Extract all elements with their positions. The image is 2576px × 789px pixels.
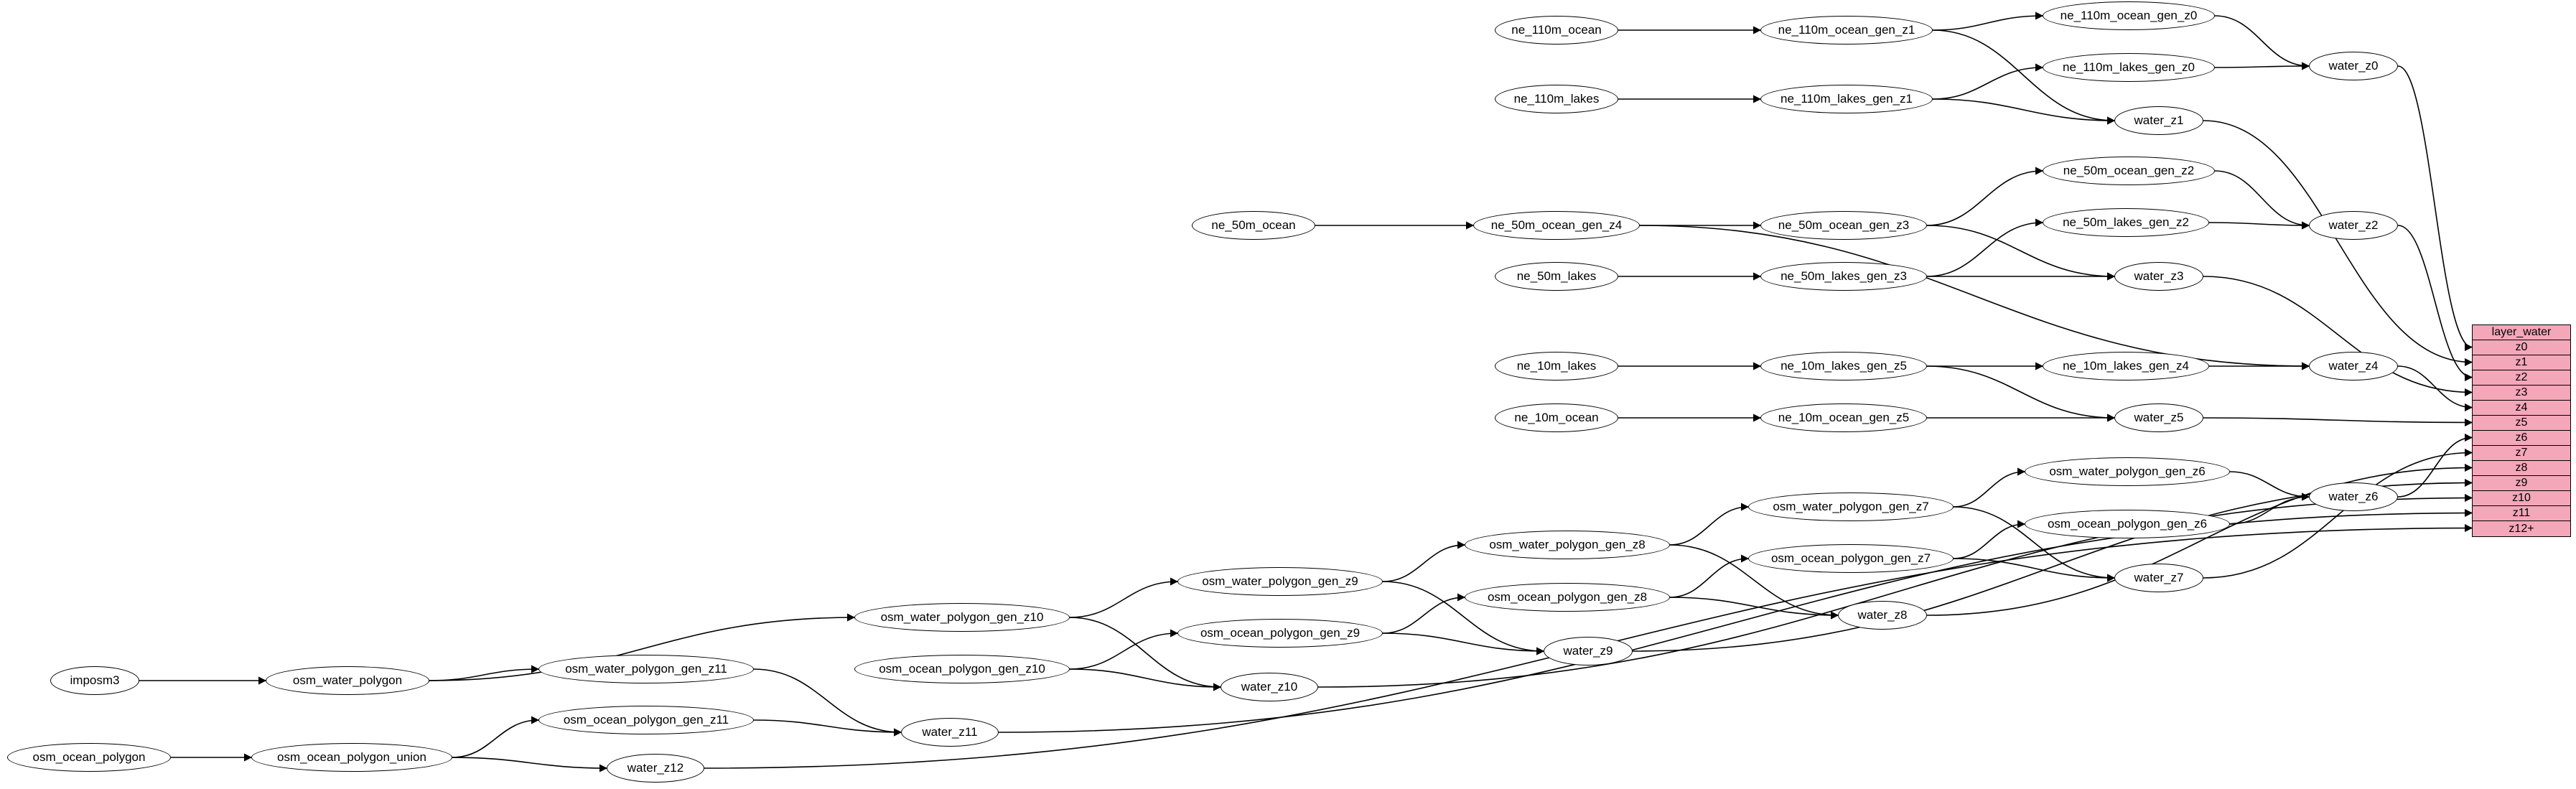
graph-node-label: osm_ocean_polygon_union — [277, 750, 426, 764]
graph-node-ne_50m_lakes — [1495, 262, 1618, 291]
layer-water-table — [2472, 325, 2571, 537]
graph-node-label: ne_50m_ocean — [1211, 218, 1296, 232]
graph-node-ne_110m_lakes_gen_z0 — [2043, 53, 2215, 82]
graph-node-label: ne_110m_lakes_gen_z0 — [2063, 60, 2195, 74]
layer-water-row-z3: z3 — [2473, 386, 2570, 401]
graph-node-label: osm_water_polygon_gen_z11 — [565, 662, 727, 676]
graph-node-ne_50m_lakes_gen_z2 — [2043, 208, 2209, 237]
layer-water-row-z0: z0 — [2473, 340, 2570, 355]
graph-node-label: osm_water_polygon_gen_z8 — [1489, 538, 1646, 551]
graph-edge-water_z0-to-layer_water_z0 — [2398, 66, 2472, 347]
graph-node-ne_50m_ocean — [1192, 211, 1315, 240]
graph-node-osm_ocean_polygon_gen_z11 — [538, 706, 754, 734]
graph-node-ne_10m_lakes — [1495, 352, 1618, 381]
graph-node-label: osm_ocean_polygon — [32, 750, 146, 764]
graph-node-label: water_z7 — [2134, 571, 2184, 584]
graph-node-osm_ocean_polygon — [7, 743, 171, 772]
graph-node-label: osm_ocean_polygon_gen_z11 — [563, 713, 729, 727]
graph-edge-osm_ocean_polygon_gen_z9-to-osm_ocean_polygon_gen_z8 — [1383, 597, 1465, 633]
graph-node-ne_110m_lakes_gen_z1 — [1760, 85, 1933, 113]
graph-node-ne_110m_ocean — [1495, 16, 1618, 45]
graph-edge-ne_110m_ocean_gen_z0-to-water_z0 — [2215, 16, 2309, 66]
graph-edge-water_z5-to-layer_water_z5 — [2203, 418, 2472, 423]
graph-node-osm_water_polygon_gen_z9 — [1177, 567, 1383, 596]
graph-node-water_z10 — [1221, 673, 1318, 701]
graph-node-water_z0 — [2309, 52, 2398, 80]
graph-node-imposm3 — [50, 666, 139, 695]
graph-edge-water_z4-to-layer_water_z4 — [2398, 366, 2472, 408]
graph-node-ne_10m_lakes_gen_z5 — [1760, 352, 1927, 381]
graph-node-label: osm_water_polygon_gen_z6 — [2049, 464, 2206, 478]
graph-node-label: ne_110m_ocean — [1511, 23, 1602, 37]
graph-node-label: water_z11 — [922, 725, 978, 739]
graph-node-water_z11 — [901, 718, 999, 747]
graph-edge-ne_50m_ocean_gen_z4-to-water_z4 — [1640, 225, 2309, 366]
layer-water-row-z12+: z12+ — [2473, 521, 2570, 536]
graph-node-water_z9 — [1544, 637, 1633, 666]
graph-node-water_z5 — [2114, 403, 2203, 432]
graph-edge-osm_ocean_polygon_gen_z7-to-osm_ocean_polygon_gen_z6 — [1954, 524, 2025, 559]
graph-node-ne_10m_ocean — [1495, 403, 1618, 432]
graph-node-label: ne_10m_ocean_gen_z5 — [1778, 411, 1910, 424]
graph-node-label: water_z12 — [627, 761, 684, 775]
graph-node-label: ne_110m_lakes_gen_z1 — [1781, 92, 1913, 106]
graph-node-label: osm_water_polygon_gen_z9 — [1202, 574, 1358, 588]
graph-node-ne_50m_ocean_gen_z3 — [1760, 211, 1927, 240]
layer-water-row-z4: z4 — [2473, 401, 2570, 416]
graph-node-ne_10m_ocean_gen_z5 — [1760, 403, 1927, 432]
graph-node-osm_ocean_polygon_gen_z7 — [1748, 544, 1954, 573]
graph-node-label: osm_water_polygon_gen_z7 — [1773, 500, 1929, 513]
graph-node-water_z3 — [2114, 262, 2203, 291]
layer-water-row-z10: z10 — [2473, 491, 2570, 506]
graph-node-water_z8 — [1838, 601, 1927, 630]
layer-water-row-z6: z6 — [2473, 431, 2570, 446]
layer-water-row-z2: z2 — [2473, 370, 2570, 386]
graph-edge-ne_110m_lakes_gen_z0-to-water_z0 — [2215, 66, 2309, 67]
graph-edge-osm_ocean_polygon_gen_z8-to-osm_ocean_polygon_gen_z7 — [1670, 559, 1748, 597]
graph-node-water_z1 — [2114, 106, 2203, 135]
layer-water-row-z1: z1 — [2473, 355, 2570, 370]
graph-edge-osm_water_polygon_gen_z7-to-osm_water_polygon_gen_z6 — [1954, 472, 2025, 507]
graph-node-osm_ocean_polygon_gen_z9 — [1177, 619, 1383, 648]
graph-node-osm_ocean_polygon_union — [251, 743, 452, 772]
graph-edge-ne_50m_lakes_gen_z3-to-ne_50m_lakes_gen_z2 — [1927, 223, 2043, 276]
layer-water-row-z8: z8 — [2473, 461, 2570, 476]
graph-edge-ne_110m_ocean_gen_z1-to-ne_110m_ocean_gen_z0 — [1933, 16, 2043, 30]
graph-edge-osm_water_polygon_gen_z9-to-osm_water_polygon_gen_z8 — [1383, 545, 1465, 582]
graph-node-label: ne_50m_ocean_gen_z3 — [1778, 218, 1910, 232]
graph-edge-osm_ocean_polygon_gen_z10-to-osm_ocean_polygon_gen_z9 — [1070, 633, 1177, 669]
graph-edge-water_z1-to-layer_water_z1 — [2203, 121, 2472, 363]
graph-node-water_z6 — [2309, 482, 2398, 511]
graph-node-ne_110m_ocean_gen_z0 — [2043, 1, 2215, 30]
graph-edge-ne_110m_lakes_gen_z1-to-ne_110m_lakes_gen_z0 — [1933, 67, 2043, 99]
layer-water-row-z11: z11 — [2473, 506, 2570, 521]
graph-node-label: water_z2 — [2328, 218, 2379, 232]
graph-node-label: water_z4 — [2328, 359, 2379, 373]
graph-node-label: imposm3 — [70, 673, 120, 687]
graph-edge-water_z6-to-layer_water_z6 — [2398, 438, 2472, 498]
graph-node-label: ne_50m_ocean_gen_z2 — [2063, 164, 2195, 177]
graph-node-label: ne_50m_lakes_gen_z2 — [2063, 215, 2189, 229]
graph-node-water_z2 — [2309, 211, 2398, 240]
layer-water-table-header: layer_water — [2473, 325, 2570, 340]
graph-node-osm_water_polygon_gen_z11 — [538, 655, 754, 683]
graph-edge-ne_50m_ocean_gen_z3-to-ne_50m_ocean_gen_z2 — [1927, 171, 2043, 225]
graph-node-label: ne_50m_lakes — [1516, 269, 1597, 283]
graph-node-osm_water_polygon_gen_z6 — [2025, 457, 2230, 486]
layer-water-row-z5: z5 — [2473, 416, 2570, 431]
graph-node-label: water_z0 — [2328, 59, 2379, 73]
graph-node-label: osm_ocean_polygon_gen_z9 — [1200, 626, 1361, 640]
graph-node-label: water_z5 — [2134, 411, 2184, 424]
graph-node-label: water_z1 — [2134, 113, 2184, 127]
graph-node-osm_water_polygon_gen_z7 — [1748, 492, 1954, 521]
graph-node-water_z7 — [2114, 564, 2203, 592]
graph-node-label: ne_50m_lakes_gen_z3 — [1781, 269, 1907, 283]
graph-node-label: water_z8 — [1857, 608, 1908, 622]
graph-node-water_z4 — [2309, 352, 2398, 381]
graph-node-label: ne_10m_lakes_gen_z5 — [1781, 359, 1907, 373]
graph-node-label: ne_50m_ocean_gen_z4 — [1490, 218, 1623, 232]
graph-node-label: water_z6 — [2328, 490, 2379, 503]
graph-node-label: osm_water_polygon_gen_z10 — [880, 610, 1044, 624]
graph-node-label: ne_10m_lakes — [1516, 359, 1597, 373]
graph-node-ne_110m_ocean_gen_z1 — [1760, 16, 1933, 45]
graph-node-label: osm_water_polygon — [292, 673, 403, 687]
graph-node-label: water_z9 — [1563, 644, 1613, 658]
graph-edge-osm_ocean_polygon_union-to-water_z12 — [452, 757, 607, 768]
graph-node-label: water_z3 — [2134, 269, 2184, 283]
graph-edge-water_z2-to-layer_water_z2 — [2398, 225, 2472, 378]
graph-node-label: osm_ocean_polygon_gen_z10 — [879, 662, 1045, 676]
graph-edge-osm_water_polygon_gen_z8-to-osm_water_polygon_gen_z7 — [1670, 507, 1748, 545]
layer-water-row-z7: z7 — [2473, 446, 2570, 461]
graph-node-label: osm_ocean_polygon_gen_z6 — [2047, 517, 2208, 531]
graph-edge-osm_water_polygon_gen_z11-to-water_z11 — [754, 669, 901, 732]
graph-node-label: ne_10m_ocean — [1514, 411, 1599, 424]
graph-node-osm_ocean_polygon_gen_z10 — [854, 655, 1070, 683]
graph-node-osm_water_polygon_gen_z8 — [1465, 531, 1670, 559]
layer-water-row-z9: z9 — [2473, 476, 2570, 491]
graph-edge-osm_water_polygon_gen_z10-to-osm_water_polygon_gen_z9 — [1070, 582, 1177, 617]
graph-node-label: osm_ocean_polygon_gen_z8 — [1487, 590, 1648, 604]
graph-node-water_z12 — [607, 754, 704, 783]
graph-node-label: ne_10m_lakes_gen_z4 — [2063, 359, 2189, 373]
graph-edge-ne_50m_ocean_gen_z2-to-water_z2 — [2215, 171, 2309, 225]
graph-node-osm_water_polygon — [266, 666, 429, 695]
graph-node-label: osm_ocean_polygon_gen_z7 — [1770, 551, 1931, 565]
graph-node-ne_50m_ocean_gen_z2 — [2043, 157, 2215, 185]
graph-node-ne_50m_lakes_gen_z3 — [1760, 262, 1927, 291]
graph-node-label: water_z10 — [1241, 680, 1298, 694]
graph-node-osm_ocean_polygon_gen_z8 — [1465, 583, 1670, 612]
graph-node-label: ne_110m_ocean_gen_z1 — [1778, 23, 1915, 37]
graph-node-ne_10m_lakes_gen_z4 — [2043, 352, 2209, 381]
graph-node-label: ne_110m_ocean_gen_z0 — [2060, 9, 2198, 22]
graph-node-osm_water_polygon_gen_z10 — [854, 603, 1070, 632]
graph-node-label: ne_110m_lakes — [1513, 92, 1600, 106]
graph-node-ne_50m_ocean_gen_z4 — [1473, 211, 1640, 240]
graph-edge-osm_ocean_polygon_union-to-osm_ocean_polygon_gen_z11 — [452, 720, 538, 757]
graph-edge-osm_ocean_polygon_gen_z11-to-water_z11 — [754, 720, 901, 732]
graph-node-osm_ocean_polygon_gen_z6 — [2025, 510, 2230, 538]
graph-edge-osm_water_polygon_gen_z6-to-water_z6 — [2230, 472, 2309, 497]
graph-node-ne_110m_lakes — [1495, 85, 1618, 113]
